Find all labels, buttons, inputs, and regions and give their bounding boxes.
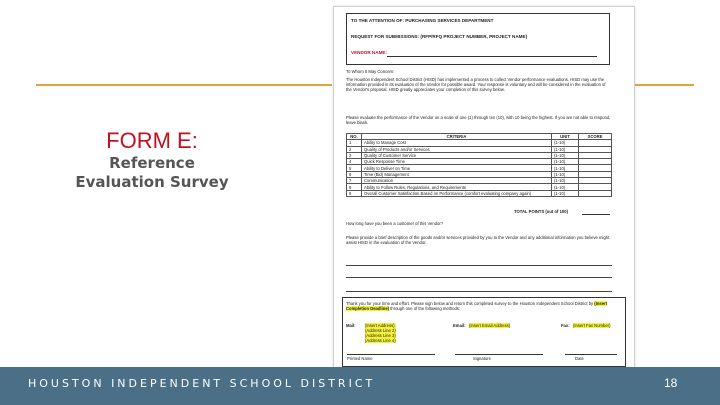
form-question-2: How long have you been a customer of this Vendor? bbox=[346, 221, 444, 226]
printed-name-label: Printed Name bbox=[347, 356, 373, 361]
date-label: Date bbox=[575, 356, 584, 361]
answer-line bbox=[346, 291, 612, 292]
row-score bbox=[579, 190, 612, 196]
row-criteria: Ability to Deliver on Time bbox=[362, 165, 552, 171]
row-unit: (1-10) bbox=[552, 146, 579, 152]
footer-district-name: HOUSTON INDEPENDENT SCHOOL DISTRICT bbox=[28, 377, 376, 390]
signature-label: Signature bbox=[473, 356, 491, 361]
row-no: 3 bbox=[347, 152, 362, 158]
row-no: 2 bbox=[347, 146, 362, 152]
row-unit: (1-10) bbox=[552, 178, 579, 184]
return-instructions bbox=[346, 301, 622, 311]
mail-field-2: (Address Line 2) bbox=[365, 328, 396, 333]
right-accent-rule bbox=[634, 84, 694, 86]
return-instructions-box bbox=[342, 297, 626, 367]
row-criteria: Time (Bid) Management bbox=[362, 171, 552, 177]
mail-address-block bbox=[365, 323, 396, 343]
row-unit: (1-10) bbox=[552, 171, 579, 177]
form-salutation: To Whom It May Concern: bbox=[346, 69, 395, 74]
form-question-3: Please provide a brief description of the goods and/or services provided by you to the Vendor and any additional information you believe might assist HISD in the evaluation of the Vendor. bbox=[346, 235, 610, 245]
answer-line bbox=[346, 277, 612, 278]
row-criteria: Quality of Customer Service bbox=[362, 152, 552, 158]
row-no: 6 bbox=[347, 171, 362, 177]
row-criteria: Quality of Products and/or Services bbox=[362, 146, 552, 152]
form-document-image bbox=[333, 6, 635, 376]
form-attention-line: TO THE ATTENTION OF: PURCHASING SERVICES DEPARTMENT bbox=[351, 18, 494, 23]
left-accent-rule bbox=[36, 84, 332, 86]
form-vendor-name-label: VENDOR NAME: bbox=[351, 50, 387, 55]
row-unit: (1-10) bbox=[552, 165, 579, 171]
row-no: 7 bbox=[347, 178, 362, 184]
slide-subtitle-line1: Reference bbox=[109, 154, 195, 172]
row-criteria: Quick Response Time bbox=[362, 159, 552, 165]
page-number: 18 bbox=[664, 376, 678, 390]
row-unit: (1-10) bbox=[552, 159, 579, 165]
fax-label: Fax: bbox=[561, 323, 570, 328]
mail-field-4: (Address Line 4) bbox=[365, 338, 396, 343]
col-no-header: NO. bbox=[347, 134, 362, 140]
mail-field-1: (Insert Address) bbox=[365, 323, 395, 328]
form-question-1: Please evaluate the performance of the Vendor on a scale of one (1) through ten (10), with 10 being the highest. If you are not able to respond, leave blank. bbox=[346, 115, 611, 125]
row-criteria: Overall Customer Satisfaction Based on Performance (comfort evaluating company again) bbox=[362, 190, 552, 196]
row-no: 4 bbox=[347, 159, 362, 165]
slide-title-block bbox=[62, 128, 242, 192]
email-label: Email: bbox=[453, 323, 466, 328]
total-points-line bbox=[582, 214, 610, 215]
row-unit: (1-10) bbox=[552, 184, 579, 190]
form-header-box bbox=[346, 13, 610, 65]
row-no: 9 bbox=[347, 190, 362, 196]
vendor-name-line bbox=[387, 56, 597, 57]
table-row bbox=[347, 190, 612, 196]
slide-subtitle-line2: Evaluation Survey bbox=[75, 173, 229, 191]
row-criteria: Communication bbox=[362, 178, 552, 184]
row-unit: (1-10) bbox=[552, 190, 579, 196]
fax-field: (Insert Fax Number) bbox=[573, 323, 611, 328]
return-text: Thank you for your time and effort. Please sign below and return this completed survey to the Houston Independent School District by bbox=[346, 301, 594, 306]
row-criteria: Ability to Manage Cost bbox=[362, 140, 552, 146]
mail-label: Mail: bbox=[346, 323, 356, 328]
col-score-header: SCORE bbox=[579, 134, 612, 140]
row-no: 8 bbox=[347, 184, 362, 190]
date-line bbox=[565, 354, 617, 355]
slide-title: FORM E: bbox=[106, 128, 198, 153]
total-points-label: TOTAL POINTS (out of 100) bbox=[514, 209, 568, 214]
row-unit: (1-10) bbox=[552, 152, 579, 158]
return-deadline: (Insert Completion Deadline) bbox=[346, 301, 608, 311]
signature-line bbox=[455, 354, 543, 355]
form-intro-paragraph: The Houston Independent School District (HISD) has implemented a process to collect Vendor performance evaluations. HISD may use the information provided in its evaluation of the Vendor for possible award. Your response is voluntary and will be considered in the evaluation of the Vendor's proposal. HISD greatly appreciates your completion of this survey below. bbox=[346, 77, 606, 92]
answer-line bbox=[346, 265, 612, 266]
criteria-table bbox=[346, 133, 612, 197]
row-unit: (1-10) bbox=[552, 140, 579, 146]
return-text-2: through one of the following methods: bbox=[390, 306, 461, 311]
mail-field-3: (Address Line 3) bbox=[365, 333, 396, 338]
col-unit-header: UNIT bbox=[552, 134, 579, 140]
email-field: (Insert Email Address) bbox=[469, 323, 511, 328]
col-criteria-header: CRITERIA bbox=[362, 134, 552, 140]
row-no: 1 bbox=[347, 140, 362, 146]
printed-name-line bbox=[347, 354, 435, 355]
row-criteria: Ability to Follow Rules, Regulations, and Requirements bbox=[362, 184, 552, 190]
form-rfp-line: REQUEST FOR SUBMISSIONS: (RFP/RFQ PROJECT NUMBER, PROJECT NAME) bbox=[351, 34, 528, 39]
row-no: 5 bbox=[347, 165, 362, 171]
